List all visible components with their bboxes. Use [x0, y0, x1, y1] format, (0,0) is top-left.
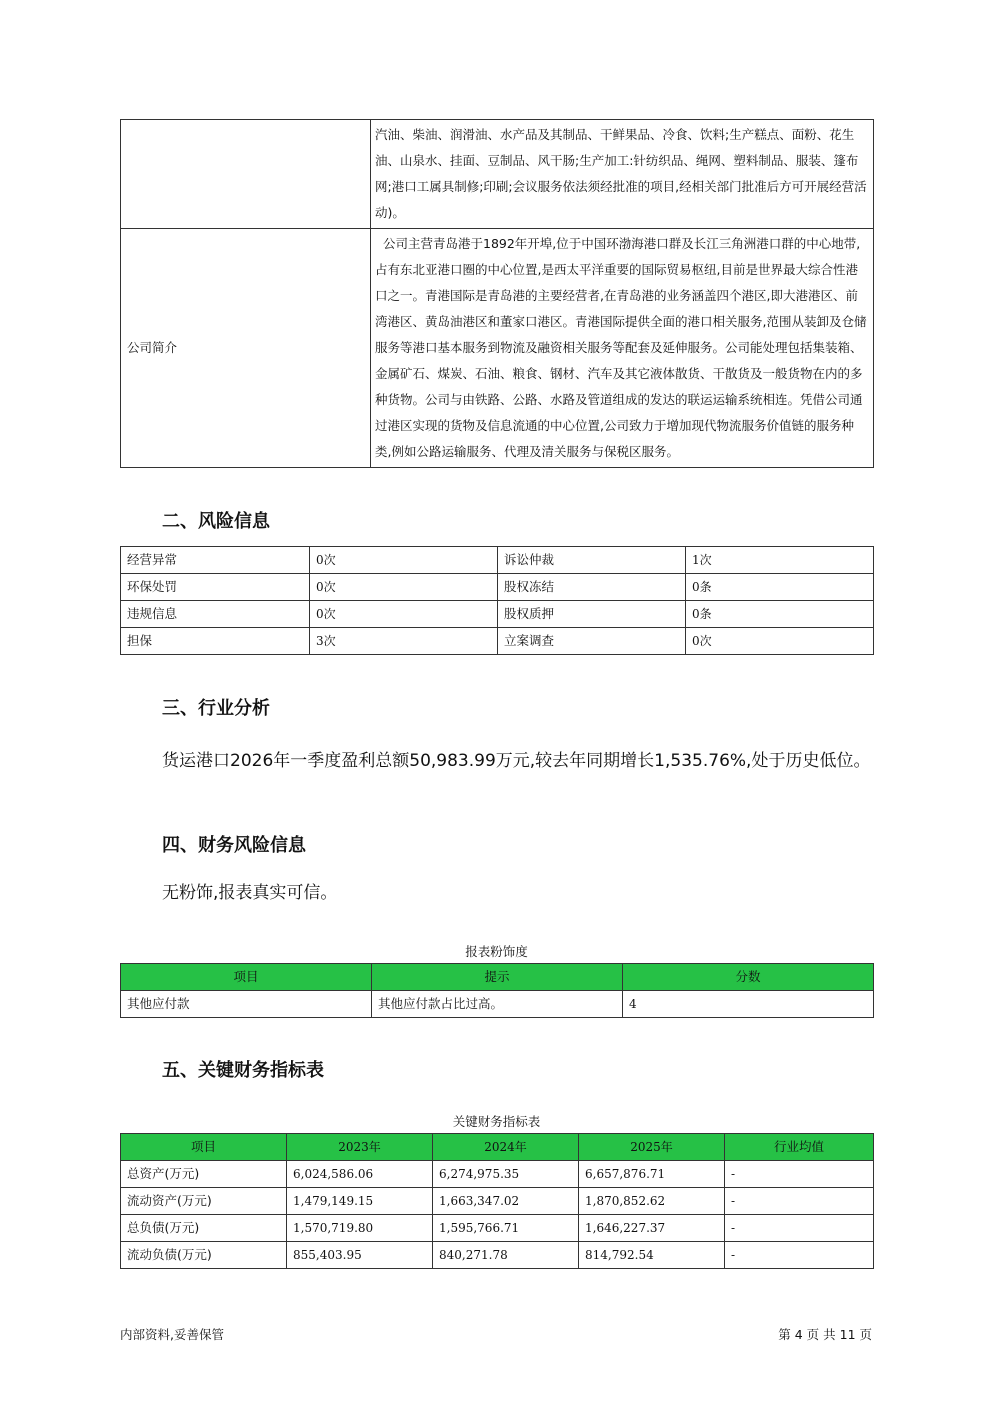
- table-row: [121, 1242, 874, 1269]
- risk-value: 3次: [310, 628, 498, 655]
- risk-value: 0条: [686, 601, 874, 628]
- column-header: 2023年: [287, 1134, 433, 1161]
- table-row: [121, 601, 874, 628]
- column-header: 项目: [121, 964, 372, 991]
- table-cell: -: [725, 1161, 874, 1188]
- company-intro-text: 公司主营青岛港于1892年开埠,位于中国环渤海港口群及长江三角洲港口群的中心地带,占有东北亚港口圈的中心位置,是西太平洋重要的国际贸易枢纽,目前是世界最大综合性港口之一。青港国际是青岛港的主要经营者,在青岛港的业务涵盖四个港区,即大港港区、前湾港区、黄岛油港区和董家口港区。青港国际提供全面的港口相关服务,范围从装卸及仓储服务等港口基本服务到物流及融资相关服务等配套及延伸服务。公司能处理包括集装箱、金属矿石、煤炭、石油、粮食、钢材、汽车及其它液体散货、干散货及一般货物在内的多种货物。公司与由铁路、公路、水路及管道组成的发达的联运运输系统相连。凭借公司通过港区实现的货物及信息流通的中心位置,公司致力于增加现代物流服务价值链的服务种类,例如公路运输服务、代理及清关服务与保税区服务。: [371, 229, 874, 468]
- table-row: [121, 547, 874, 574]
- table-cell: 814,792.54: [579, 1242, 725, 1269]
- table-caption: 关键财务指标表: [452, 1114, 541, 1129]
- section-heading-risk: 二、风险信息: [162, 511, 270, 532]
- table-cell: 6,657,876.71: [579, 1161, 725, 1188]
- column-header: 2025年: [579, 1134, 725, 1161]
- key-financial-table: [120, 1133, 874, 1269]
- column-header: 提示: [372, 964, 623, 991]
- column-header: 项目: [121, 1134, 287, 1161]
- section-heading-key-fin: 五、关键财务指标表: [162, 1060, 324, 1081]
- risk-value: 1次: [686, 547, 874, 574]
- table-header-row: [121, 964, 874, 991]
- embellishment-table: [120, 963, 874, 1018]
- table-cell: 1,479,149.15: [287, 1188, 433, 1215]
- table-cell: 1,595,766.71: [433, 1215, 579, 1242]
- risk-value: 0次: [310, 574, 498, 601]
- table-row: [121, 628, 874, 655]
- section-heading-industry: 三、行业分析: [162, 698, 270, 719]
- table-cell: 1,870,852.62: [579, 1188, 725, 1215]
- business-scope-text: 汽油、柴油、润滑油、水产品及其制品、干鲜果品、冷食、饮料;生产糕点、面粉、花生油、山泉水、挂面、豆制品、风干肠;生产加工:针纺织品、绳网、塑料制品、服装、篷布网;港口工属具制修;印刷;会议服务依法须经批准的项目,经相关部门批准后方可开展经营活动)。: [371, 120, 874, 229]
- section-heading-fin-risk: 四、财务风险信息: [162, 835, 306, 856]
- table-cell: 流动负债(万元): [121, 1242, 287, 1269]
- risk-label: 环保处罚: [121, 574, 310, 601]
- table-caption: 报表粉饰度: [465, 944, 528, 959]
- risk-value: 0条: [686, 574, 874, 601]
- risk-label: 股权冻结: [498, 574, 686, 601]
- column-header: 行业均值: [725, 1134, 874, 1161]
- table-header-row: [121, 1134, 874, 1161]
- risk-label: 违规信息: [121, 601, 310, 628]
- table-cell: -: [725, 1188, 874, 1215]
- table-cell: 1,570,719.80: [287, 1215, 433, 1242]
- table-cell: 其他应付款: [121, 991, 372, 1018]
- table-cell: 6,274,975.35: [433, 1161, 579, 1188]
- table-cell: 总负债(万元): [121, 1215, 287, 1242]
- table-row: [121, 1215, 874, 1242]
- column-header: 2024年: [433, 1134, 579, 1161]
- row-label: [121, 120, 371, 229]
- risk-label: 股权质押: [498, 601, 686, 628]
- table-cell: -: [725, 1215, 874, 1242]
- risk-value: 0次: [310, 547, 498, 574]
- fin-risk-text: 无粉饰,报表真实可信。: [162, 883, 338, 903]
- table-cell: -: [725, 1242, 874, 1269]
- table-cell: 4: [623, 991, 874, 1018]
- risk-label: 经营异常: [121, 547, 310, 574]
- risk-label: 诉讼仲裁: [498, 547, 686, 574]
- table-row: [121, 1161, 874, 1188]
- table-cell: 840,271.78: [433, 1242, 579, 1269]
- table-row: [121, 574, 874, 601]
- risk-info-table: [120, 546, 874, 655]
- column-header: 分数: [623, 964, 874, 991]
- table-row: [121, 991, 874, 1018]
- table-cell: 总资产(万元): [121, 1161, 287, 1188]
- table-cell: 流动资产(万元): [121, 1188, 287, 1215]
- table-row: [121, 1188, 874, 1215]
- company-info-table: [120, 119, 874, 468]
- table-cell: 其他应付款占比过高。: [372, 991, 623, 1018]
- table-cell: 855,403.95: [287, 1242, 433, 1269]
- table-cell: 6,024,586.06: [287, 1161, 433, 1188]
- risk-value: 0次: [310, 601, 498, 628]
- risk-label: 立案调查: [498, 628, 686, 655]
- industry-analysis-text: 货运港口2026年一季度盈利总额50,983.99万元,较去年同期增长1,535.76%,处于历史低位。: [162, 751, 871, 771]
- risk-value: 0次: [686, 628, 874, 655]
- footer-note: 内部资料,妥善保管: [120, 1327, 224, 1342]
- page-number: 第 4 页 共 11 页: [778, 1327, 872, 1342]
- risk-label: 担保: [121, 628, 310, 655]
- table-row: [121, 229, 874, 468]
- table-cell: 1,663,347.02: [433, 1188, 579, 1215]
- table-cell: 1,646,227.37: [579, 1215, 725, 1242]
- row-label: 公司简介: [121, 229, 371, 468]
- table-row: [121, 120, 874, 229]
